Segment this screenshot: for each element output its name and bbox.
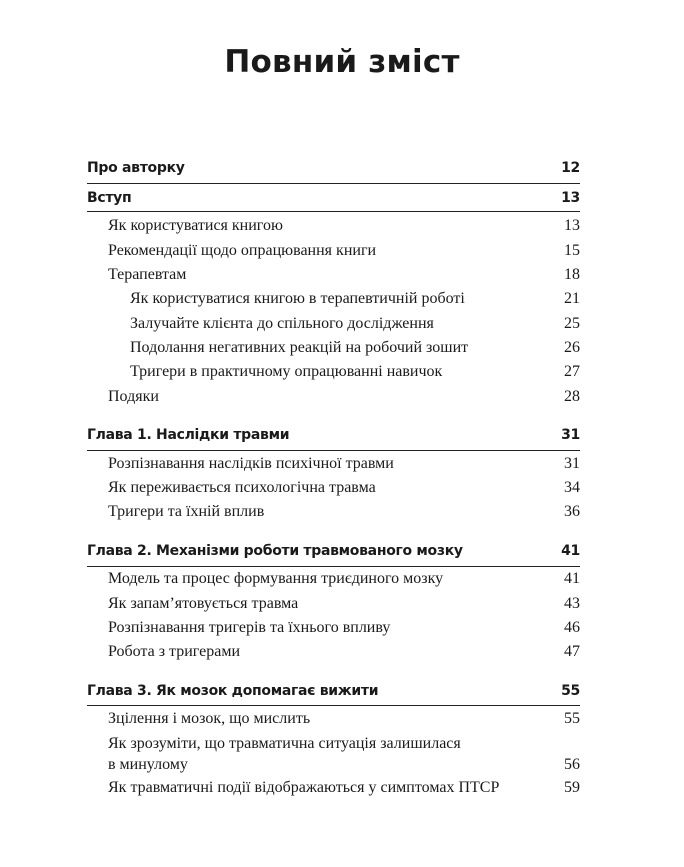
toc-entry-page: 43: [564, 595, 580, 612]
toc-entry-label: Розпізнавання наслідків психічної травми: [108, 455, 394, 472]
toc-entry-engage-client[interactable]: [130, 315, 580, 333]
toc-entry-label: Як користуватися книгою: [108, 217, 283, 234]
divider: [87, 705, 580, 706]
toc-entry-label: Як запам’ятовується травма: [108, 595, 299, 612]
toc-entry-triggers-impact[interactable]: [108, 503, 580, 521]
toc-entry-label: Подолання негативних реакцій на робочий зошит: [130, 339, 469, 356]
toc-entry-triggers-practice[interactable]: [130, 363, 580, 381]
toc-entry-page: 31: [564, 455, 580, 472]
toc-entry-chapter-2[interactable]: [87, 543, 580, 559]
toc-entry-label: Модель та процес формування триєдиного мозку: [108, 570, 444, 587]
toc-entry-label: Як травматичні події відображаються у симптомах ПТСР: [108, 779, 500, 796]
toc-entry-label: Глава 1. Наслідки травми: [87, 427, 290, 443]
toc-entry-page: 26: [564, 339, 580, 356]
toc-entry-label: Глава 2. Механізми роботи травмованого мозку: [87, 543, 463, 559]
toc-entry-page: 55: [564, 710, 580, 727]
toc-entry-label: Тригери в практичному опрацюванні навичок: [130, 363, 443, 380]
divider: [87, 183, 580, 184]
toc-entry-label: Залучайте клієнта до спільного дослідження: [130, 315, 434, 332]
toc-entry-label: Вступ: [87, 190, 132, 206]
toc-entry-label: Як зрозуміти, що травматична ситуація залишилася: [108, 735, 461, 752]
toc-entry-trauma-in-past[interactable]: [108, 735, 580, 774]
toc-entry-recommendations[interactable]: [108, 242, 580, 260]
toc-entry-page: 15: [564, 242, 580, 259]
divider: [87, 566, 580, 567]
toc-entry-label: Як переживається психологічна травма: [108, 479, 376, 496]
toc-entry-page: 46: [564, 619, 580, 636]
toc-entry-experiencing-trauma[interactable]: [108, 479, 580, 497]
toc-entry-page: 13: [561, 190, 580, 206]
toc-entry-label: Про авторку: [87, 160, 185, 176]
toc-entry-page: 25: [564, 315, 580, 332]
toc-entry-chapter-3[interactable]: [87, 683, 580, 699]
toc-entry-trauma-memory[interactable]: [108, 595, 580, 613]
toc-entry-for-therapists[interactable]: [108, 266, 580, 284]
toc-entry-page: 21: [564, 290, 580, 307]
toc-entry-page: 31: [561, 427, 580, 443]
toc-entry-label: Робота з тригерами: [108, 643, 241, 660]
toc-entry-recognizing-consequences[interactable]: [108, 455, 580, 473]
toc-entry-page: 56: [564, 756, 580, 773]
toc-entry-introduction[interactable]: [87, 190, 580, 206]
toc-entry-label: Зцілення і мозок, що мислить: [108, 710, 311, 727]
toc-entry-label: Терапевтам: [108, 266, 187, 283]
toc-entry-triune-brain[interactable]: [108, 570, 580, 588]
toc-entry-negative-reactions[interactable]: [130, 339, 580, 357]
toc-entry-label: Подяки: [108, 388, 159, 405]
toc-entry-therapy-use[interactable]: [130, 290, 580, 308]
toc-entry-ptsd-symptoms[interactable]: [108, 779, 580, 797]
toc-entry-page: 47: [564, 643, 580, 660]
toc-entry-about-author[interactable]: [87, 160, 580, 176]
toc-entry-page: 13: [564, 217, 580, 234]
toc-entry-page: 12: [561, 160, 580, 176]
toc-entry-working-with-triggers[interactable]: [108, 643, 580, 661]
toc-entry-page: 34: [564, 479, 580, 496]
toc-entry-label: Розпізнавання тригерів та їхнього впливу: [108, 619, 391, 636]
toc-entry-label: Тригери та їхній вплив: [108, 503, 265, 520]
toc-entry-healing-brain[interactable]: [108, 710, 580, 728]
toc-entry-page: 18: [564, 266, 580, 283]
toc-entry-page: 41: [564, 570, 580, 587]
toc-entry-page: 55: [561, 683, 580, 699]
toc-entry-recognizing-triggers[interactable]: [108, 619, 580, 637]
toc-entry-chapter-1[interactable]: [87, 427, 580, 443]
toc-entry-label: Глава 3. Як мозок допомагає вижити: [87, 683, 379, 699]
divider: [87, 450, 580, 451]
toc-entry-page: 28: [564, 388, 580, 405]
toc-entry-how-to-use[interactable]: [108, 217, 580, 235]
toc-entry-page: 36: [564, 503, 580, 520]
toc-entry-page: 41: [561, 543, 580, 559]
toc-entry-page: 59: [564, 779, 580, 796]
page-title: Повний зміст: [224, 44, 460, 80]
toc-entry-label: Як користуватися книгою в терапевтичній роботі: [130, 290, 465, 307]
toc-entry-label: Рекомендації щодо опрацювання книги: [108, 242, 377, 259]
toc-entry-acknowledgements[interactable]: [108, 388, 580, 406]
divider: [87, 211, 580, 212]
toc-entry-label-continued: в минулому: [108, 756, 188, 773]
toc-entry-page: 27: [564, 363, 580, 380]
